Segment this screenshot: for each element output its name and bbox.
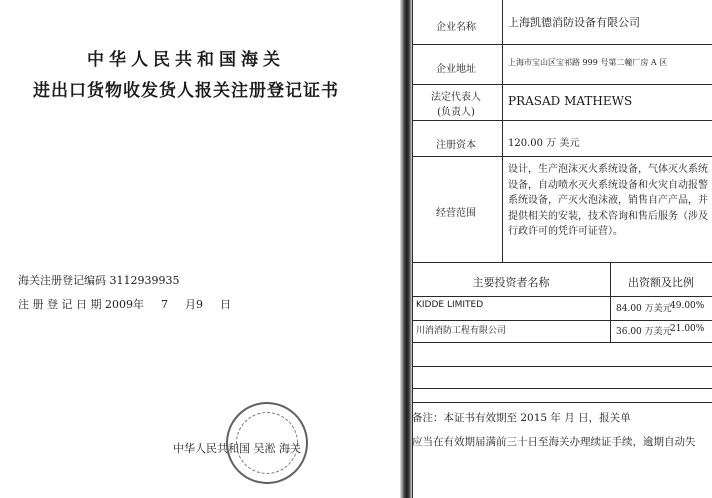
row-divider <box>412 262 712 263</box>
investor-1-ratio: 49.00% <box>670 301 705 311</box>
row-divider <box>412 366 712 367</box>
row-divider <box>412 120 712 121</box>
day-unit: 日 <box>219 298 231 311</box>
registration-date-row <box>18 296 231 312</box>
row-divider <box>412 296 712 297</box>
registration-number: 3112939935 <box>109 274 180 287</box>
investor-1-amount: 84.00 万美元 <box>616 304 672 314</box>
business-scope: 设计，生产泡沫灭火系统设备，气体灭火系统设备，自动喷水灭火系统设备和火灾自动报警系统设备，产灭火泡沫液，销售自产产品，并提供相关的安装，技术咨询和售后服务（涉及行政许可的凭许可证营）。 <box>508 164 708 237</box>
registration-number-label: 海关注册登记编码 <box>18 274 106 287</box>
row-divider <box>412 320 712 321</box>
row-divider <box>412 388 712 389</box>
row-divider <box>412 402 712 403</box>
company-name-label: 企业名称 <box>436 22 476 33</box>
registration-date-label: 注 册 登 记 日 期 <box>18 298 102 311</box>
registration-month: 7 <box>160 298 168 311</box>
company-name: 上海凯德消防设备有限公司 <box>508 16 640 29</box>
certificate-title-line1: 中华人民共和国海关 <box>87 50 285 70</box>
address-label: 企业地址 <box>436 64 476 75</box>
validity-notice-line1: 备注：本证书有效期至 2015 年 月 日，报关单 <box>412 412 631 424</box>
legal-representative: PRASAD MATHEWS <box>508 94 633 108</box>
validity-notice-line2: 应当在有效期届满前三十日至海关办理续证手续，逾期自动失 <box>412 436 696 448</box>
page-gutter <box>400 0 412 498</box>
legal-rep-label-sub: (负责人) <box>437 107 475 118</box>
investment-amount-header: 出资额及比例 <box>628 276 694 289</box>
row-divider <box>412 342 712 343</box>
certificate-details-page <box>412 0 712 498</box>
month-unit: 月 <box>184 298 196 311</box>
issuing-authority: 中华人民共和国 吴淞 海关 <box>173 442 301 455</box>
investor-2-ratio: 21.00% <box>670 324 705 334</box>
row-divider <box>412 156 712 157</box>
capital-label: 注册资本 <box>436 140 476 151</box>
row-divider <box>412 44 712 45</box>
investor-1-name: KIDDE LIMITED <box>416 300 484 310</box>
year-unit: 年 <box>132 298 144 311</box>
registered-capital: 120.00 万 美元 <box>508 138 580 149</box>
details-table <box>412 0 712 498</box>
certificate-title-line2: 进出口货物收发货人报关注册登记证书 <box>33 81 339 101</box>
registration-day: 9 <box>195 298 203 311</box>
company-address: 上海市宝山区宝祁路 999 号第二幢厂房 A 区 <box>508 58 668 67</box>
legal-rep-label: 法定代表人 <box>431 92 481 103</box>
row-divider <box>412 84 712 85</box>
registration-year: 2009 <box>104 298 133 311</box>
label-column-divider <box>502 0 503 262</box>
registration-number-row <box>18 272 180 288</box>
customs-seal-stamp <box>215 391 318 494</box>
investor-2-name: 川消消防工程有限公司 <box>416 326 507 336</box>
investor-name-header: 主要投资者名称 <box>472 276 550 289</box>
investor-2-amount: 36.00 万美元 <box>616 327 672 337</box>
business-scope-label: 经营范围 <box>436 208 476 219</box>
